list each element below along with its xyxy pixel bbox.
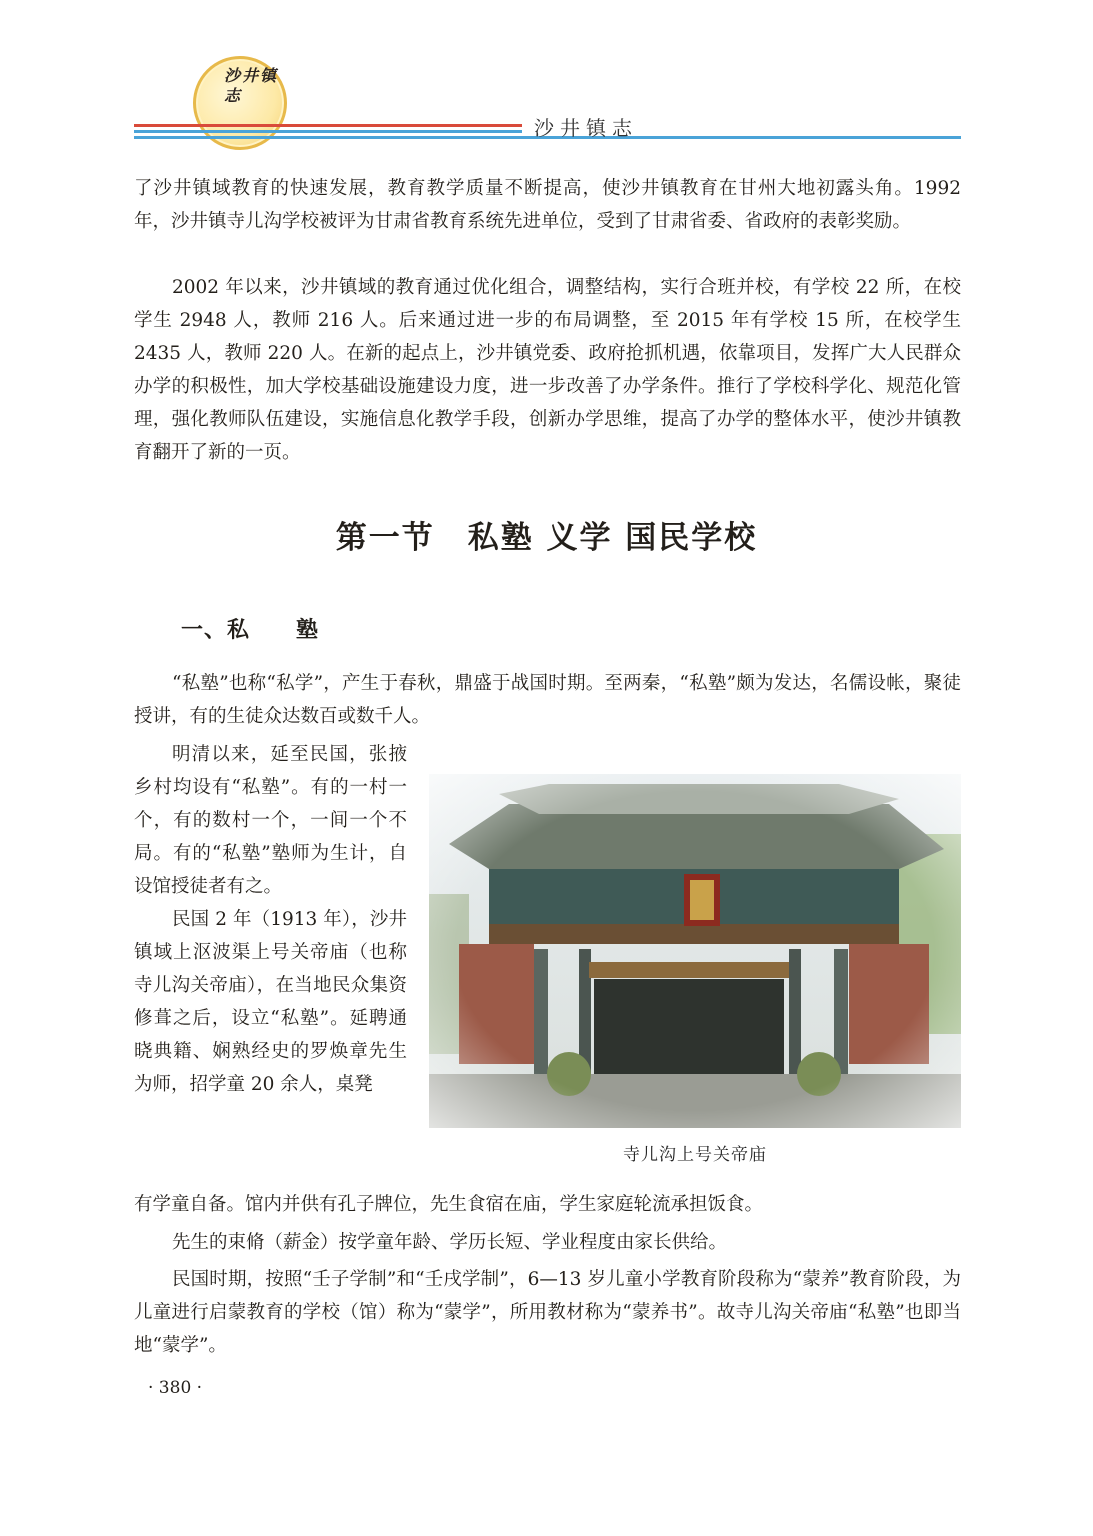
paragraph-2002: 2002 年以来，沙井镇域的教育通过优化组合，调整结构，实行合班并校，有学校 22 所，在校学生 2948 人，教师 216 人。后来通过进一步的布局调整，至 2015 年有学校 15 所，在校学生 2435 人，教师 220 人。在新的起点上，沙井镇党委、政府抢抓机遇，依靠项目，发挥广大人民群众办学的积极性，加大学校基础设施建设力度，进一步改善了办学条件。推行了学校科学化、规范化管理，强化教师队伍建设，实施信息化教学手段，创新办学思维，提高了办学的整体水平，使沙井镇教育翻开了新的一页。	[134, 277, 961, 463]
photo-caption: 寺儿沟上号关帝庙	[623, 1145, 767, 1165]
header-title: 沙井镇志	[534, 116, 638, 140]
section-title: 第一节 私塾 义学 国民学校	[335, 520, 758, 556]
side-paragraph-1: 明清以来，延至民国，张掖乡村均设有“私塾”。有的一村一个，有的数村一个，一间一个不局。有的“私塾”塾师为生计，自设馆授徒者有之。	[134, 744, 407, 897]
header-rule-red	[134, 124, 522, 127]
paragraph-sishu-origin: “私塾”也称“私学”，产生于春秋，鼎盛于战国时期。至两秦，“私塾”颇为发达，名儒设帐，聚徒授讲，有的生徒众达数百或数千人。	[134, 673, 961, 727]
header-rule-blue	[134, 130, 522, 133]
paragraph-intro: 了沙井镇域教育的快速发展，教育教学质量不断提高，使沙井镇教育在甘州大地初露头角。1992 年，沙井镇寺儿沟学校被评为甘肃省教育系统先进单位，受到了甘肃省委、省政府的表彰奖励。	[134, 178, 961, 232]
subsection-title: 一、私 塾	[181, 617, 320, 643]
side-column-text	[134, 738, 407, 1101]
paragraph-salary: 先生的束脩（薪金）按学童年龄、学历长短、学业程度由家长供给。	[172, 1232, 728, 1253]
paragraph-minguo: 民国时期，按照“壬子学制”和“壬戌学制”，6—13 岁儿童小学教育阶段称为“蒙养”教育阶段，为儿童进行启蒙教育的学校（馆）称为“蒙学”，所用教材称为“蒙养书”。故寺儿沟关帝庙“私塾”也即当地“蒙学”。	[134, 1269, 961, 1356]
page-header	[0, 0, 1093, 160]
paragraph-continued: 有学童自备。馆内并供有孔子牌位，先生食宿在庙，学生家庭轮流承担饭食。	[134, 1194, 764, 1215]
page-number: · 380 ·	[148, 1378, 203, 1398]
temple-photo	[429, 774, 961, 1128]
logo-text: 沙井镇志	[224, 66, 279, 105]
side-paragraph-2: 民国 2 年（1913 年），沙井镇域上沤波渠上号关帝庙（也称寺儿沟关帝庙），在当地民众集资修葺之后，设立“私塾”。延聘通晓典籍、娴熟经史的罗焕章先生为师，招学童 20 余人，桌凳	[134, 909, 407, 1095]
